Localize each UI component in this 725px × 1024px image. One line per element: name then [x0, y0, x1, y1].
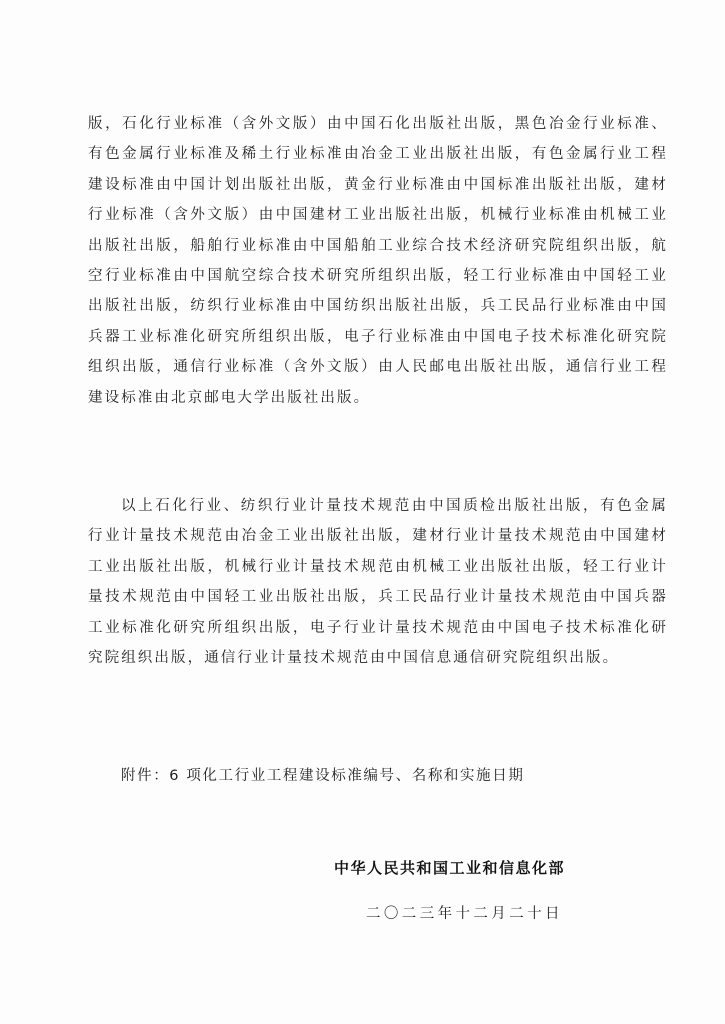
- attachment-note: 附件：6 项化工行业工程建设标准编号、名称和实施日期: [121, 768, 525, 784]
- body-paragraph-2: 以上石化行业、纺织行业计量技术规范由中国质检出版社出版，有色金属行业计量技术规范由冶金工业出版社出版，建材行业计量技术规范由中国建材工业出版社出版，机械行业计量技术规范由机械工业出版社出版，轻工行业计量技术规范由中国轻工业出版社出版，兵工民品行业计量技术规范由中国兵器工业标准化研究所组织出版，电子行业计量技术规范由中国电子技术标准化研究院组织出版，通信行业计量技术规范由中国信息通信研究院组织出版。: [88, 498, 668, 667]
- body-paragraph-1: 版，石化行业标准（含外文版）由中国石化出版社出版，黑色冶金行业标准、有色金属行业标准及稀土行业标准由冶金工业出版社出版，有色金属行业工程建设标准由中国计划出版社出版，黄金行业标准由中国标准出版社出版，建材行业标准（含外文版）由中国建材工业出版社出版，机械行业标准由机械工业出版社出版，船舶行业标准由中国船舶工业综合技术经济研究院组织出版，航空行业标准由中国航空综合技术研究所组织出版，轻工行业标准由中国轻工业出版社出版，纺织行业标准由中国纺织出版社出版，兵工民品行业标准由中国兵器工业标准化研究所组织出版，电子行业标准由中国电子技术标准化研究院组织出版，通信行业标准（含外文版）由人民邮电出版社出版，通信行业工程建设标准由北京邮电大学出版社出版。: [88, 116, 668, 406]
- issuer-name: 中华人民共和国工业和信息化部: [334, 859, 566, 877]
- issue-date: 二〇二三年十二月二十日: [366, 906, 563, 922]
